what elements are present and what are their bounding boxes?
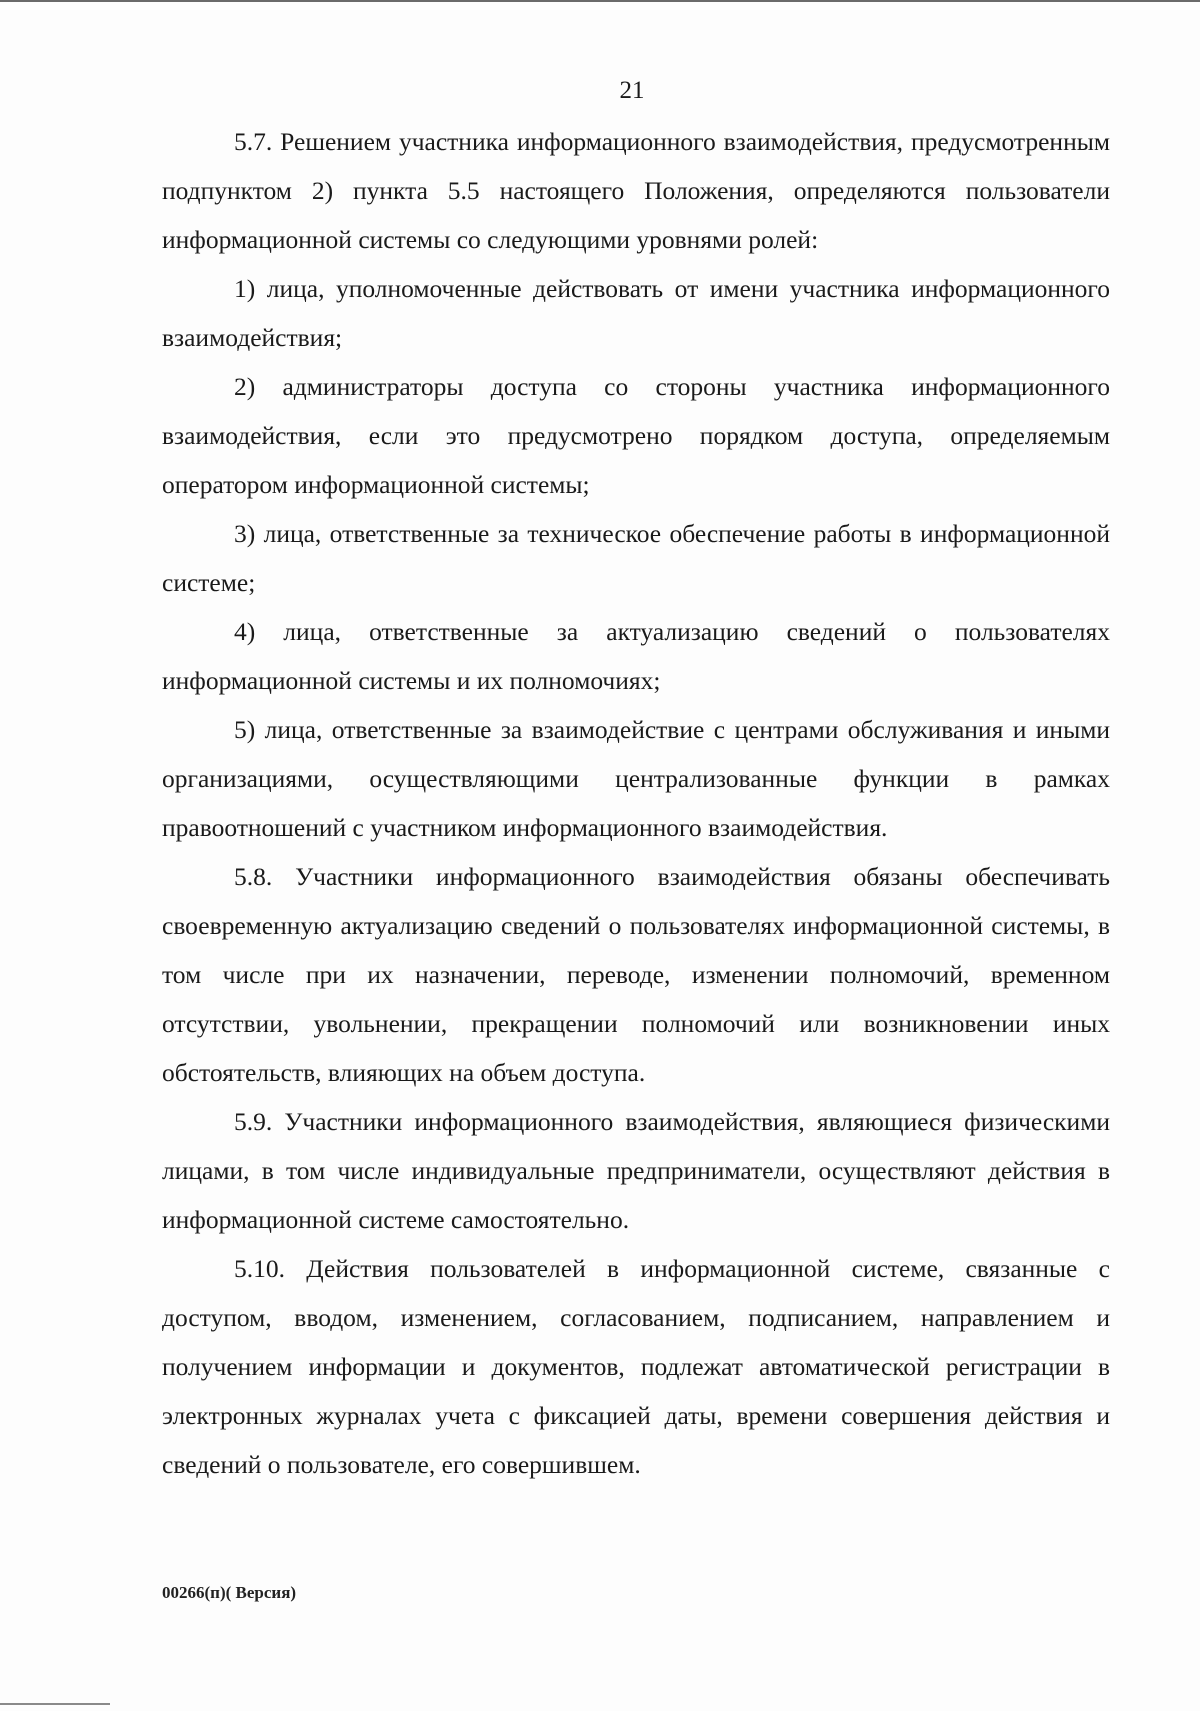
list-item-5: 5) лица, ответственные за взаимодействие с центрами обслуживания и иными организациями, осуществляющими централизованные функции в рамках правоотношений с участником информационного взаимодействия. xyxy=(162,715,1110,842)
paragraph-5-10: 5.10. Действия пользователей в информационной системе, связанные с доступом, вводом, изменением, согласованием, подписанием, направлением и получением информации и документов, подлежат автоматической регистрации в электронных журналах учета с фиксацией даты, времени совершения действия и сведений о пользователе, его совершившем. xyxy=(162,1254,1110,1479)
top-scan-edge-line xyxy=(0,0,1200,2)
paragraph-5-9: 5.9. Участники информационного взаимодействия, являющиеся физическими лицами, в том числе индивидуальные предприниматели, осуществляют действия в информационной системе самостоятельно. xyxy=(162,1107,1110,1234)
paragraph-5-8: 5.8. Участники информационного взаимодействия обязаны обеспечивать своевременную актуализацию сведений о пользователях информационной системы, в том числе при их назначении, переводе, изменении полномочий, временном отсутствии, увольнении, прекращении полномочий или возникновении иных обстоятельств, влияющих на объем доступа. xyxy=(162,862,1110,1087)
paragraph-5-7: 5.7. Решением участника информационного взаимодействия, предусмотренным подпунктом 2) пункта 5.5 настоящего Положения, определяются пользователи информационной системы со следующими уровнями ролей: xyxy=(162,127,1110,254)
list-item-2: 2) администраторы доступа со стороны участника информационного взаимодействия, если это предусмотрено порядком доступа, определяемым оператором информационной системы; xyxy=(162,372,1110,499)
list-item-1: 1) лица, уполномоченные действовать от имени участника информационного взаимодействия; xyxy=(162,274,1110,352)
bottom-scan-edge-line xyxy=(0,1703,110,1705)
list-item-3: 3) лица, ответственные за техническое обеспечение работы в информационной системе; xyxy=(162,519,1110,597)
list-item-4: 4) лица, ответственные за актуализацию сведений о пользователях информационной системы и их полномочиях; xyxy=(162,617,1110,695)
page-number: 21 xyxy=(619,77,645,104)
document-body xyxy=(162,117,1110,1489)
footer-document-code: 00266(п)( Версия) xyxy=(162,1583,297,1602)
